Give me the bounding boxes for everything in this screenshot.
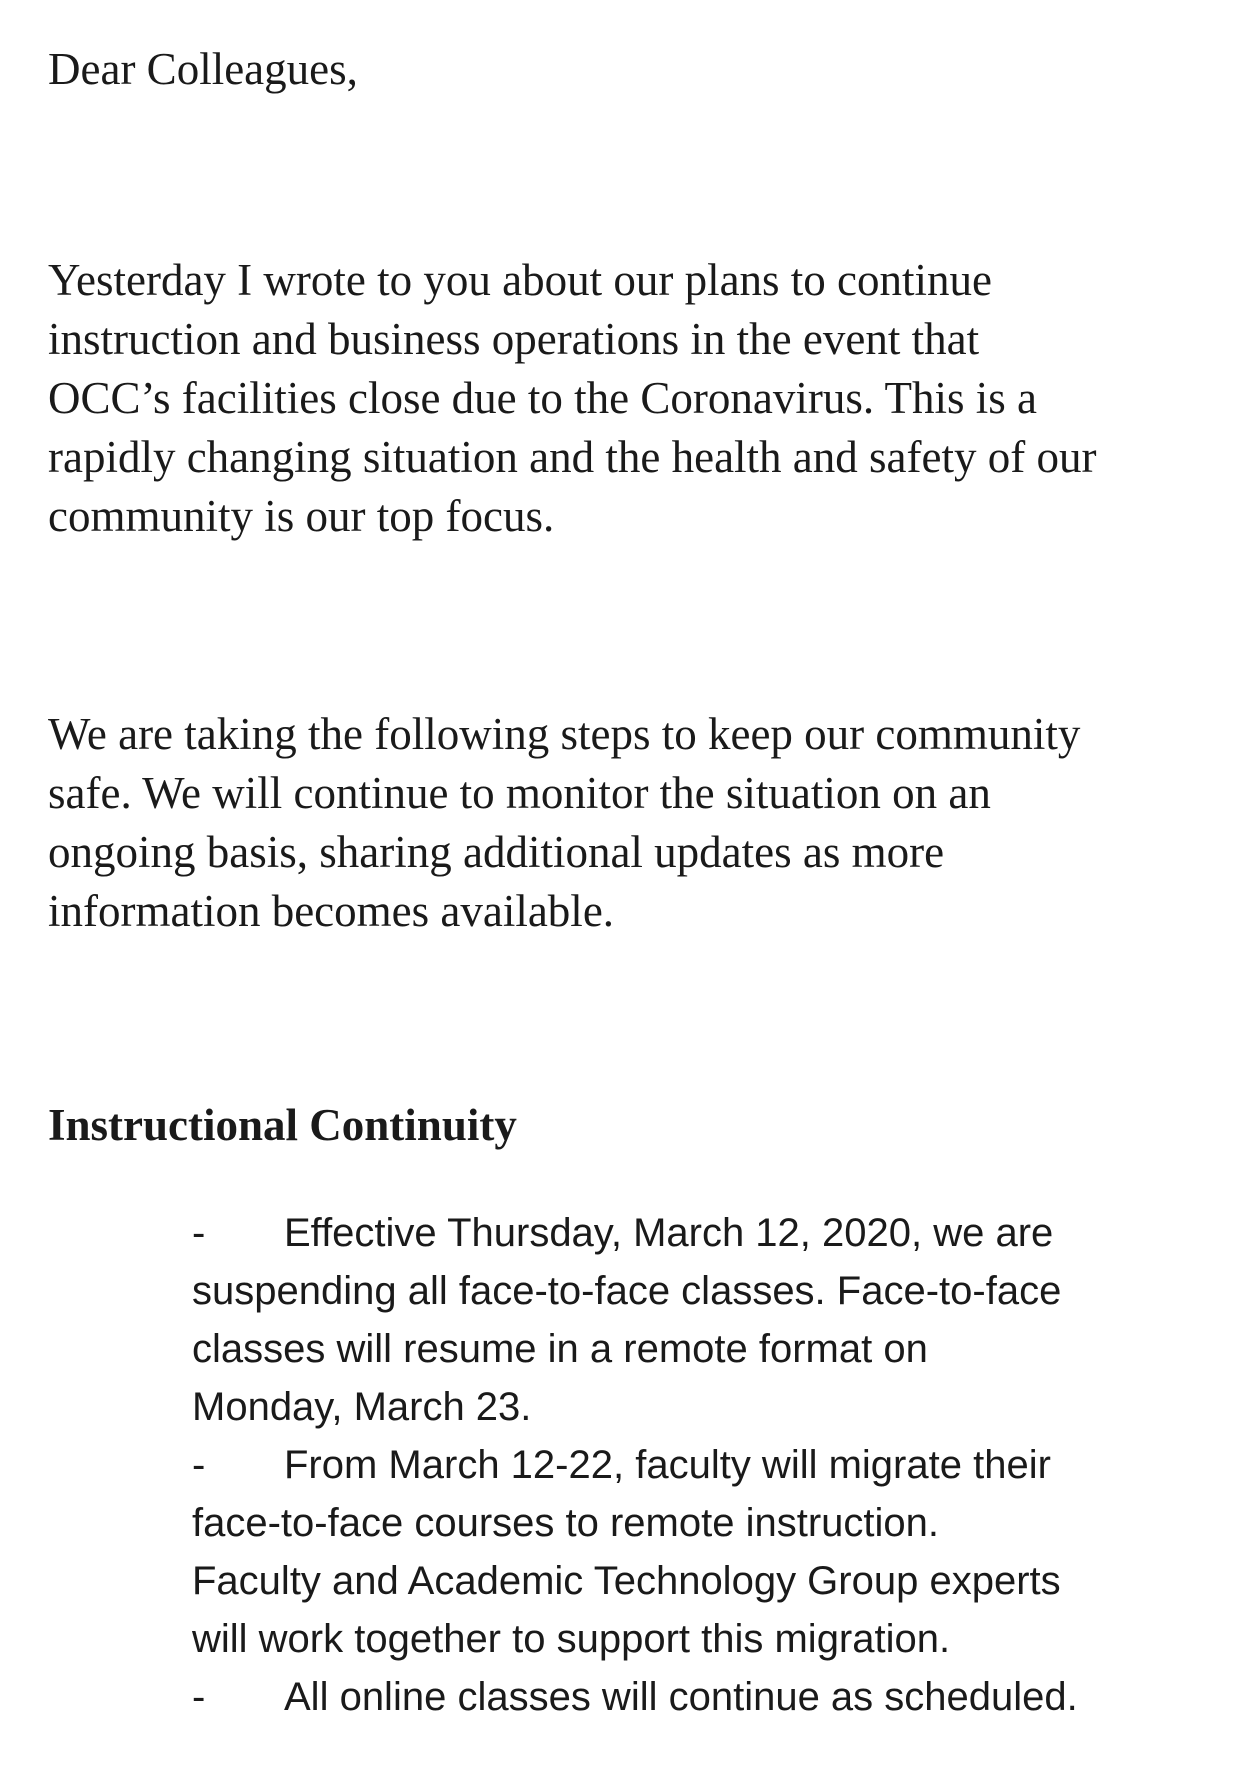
paragraph-line: rapidly changing situation and the health and safety of our [48, 432, 1097, 482]
paragraph-line: safe. We will continue to monitor the situation on an [48, 768, 991, 818]
bullet-line: suspending all face-to-face classes. Face-to-face [192, 1269, 1062, 1313]
bullet-line: classes will resume in a remote format on [192, 1327, 928, 1371]
bullet-line: face-to-face courses to remote instruction. [192, 1501, 939, 1545]
bullet-dash: - [192, 1211, 206, 1255]
bullet-text: All online classes will continue as scheduled. [284, 1675, 1078, 1719]
paragraph-line: OCC’s facilities close due to the Coronavirus. This is a [48, 373, 1038, 423]
bullet-line [192, 1668, 1192, 1726]
section-heading: Instructional Continuity [48, 1100, 517, 1150]
paragraph-line: Yesterday I wrote to you about our plans to continue [48, 255, 993, 305]
paragraph-line: community is our top focus. [48, 491, 555, 541]
greeting: Dear Colleagues, [48, 44, 358, 94]
bullet-text: Effective Thursday, March 12, 2020, we are [284, 1211, 1054, 1255]
paragraph-line: instruction and business operations in the event that [48, 314, 980, 364]
bullet-line: Monday, March 23. [192, 1385, 532, 1429]
bullet-text: From March 12-22, faculty will migrate their [284, 1443, 1051, 1487]
bullet-list [192, 1204, 1192, 1726]
bullet-line: Faculty and Academic Technology Group experts [192, 1559, 1061, 1603]
bullet-line [192, 1436, 1192, 1494]
bullet-item [192, 1204, 1192, 1436]
bullet-line [192, 1204, 1192, 1262]
bullet-dash: - [192, 1675, 206, 1719]
paragraph-intro [48, 251, 1096, 546]
bullet-line: will work together to support this migration. [192, 1617, 951, 1661]
paragraph-line: ongoing basis, sharing additional updates as more [48, 827, 945, 877]
paragraph-line: We are taking the following steps to keep our community [48, 709, 1081, 759]
bullet-item [192, 1668, 1192, 1726]
bullet-dash: - [192, 1443, 206, 1487]
bullet-item [192, 1436, 1192, 1668]
paragraph-line: information becomes available. [48, 886, 615, 936]
paragraph-steps [48, 705, 1080, 941]
